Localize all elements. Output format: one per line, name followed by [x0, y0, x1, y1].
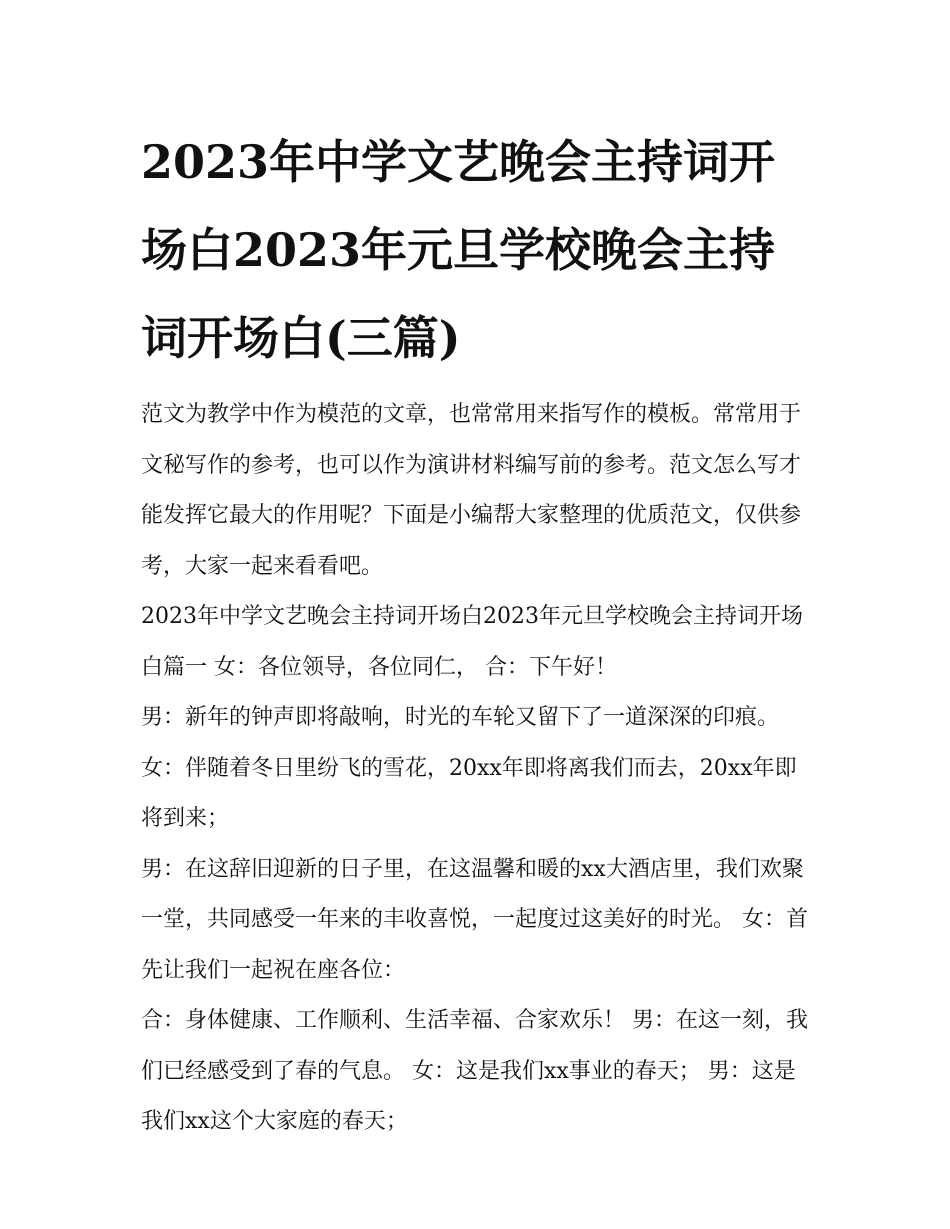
document-page — [141, 118, 813, 1148]
intro-paragraph: 范文为教学中作为模范的文章，也常常用来指写作的模板。常常用于文秘写作的参考，也可以作为演讲材料编写前的参考。范文怎么写才能发挥它最大的作用呢？下面是小编帮大家整理的优质范文，仅供参考，大家一起来看看吧。 — [141, 402, 802, 579]
body-paragraph-1: 2023年中学文艺晚会主持词开场白2023年元旦学校晚会主持词开场白篇一 女：各位领导，各位同仁， 合：下午好！ — [141, 604, 803, 680]
body-paragraph-3: 男：在这辞旧迎新的日子里，在这温馨和暖的xx大酒店里，我们欢聚一堂，共同感受一年来的丰收喜悦，一起度过这美好的时光。 女：首先让我们一起祝在座各位： — [141, 856, 808, 983]
body-paragraph-2: 男：新年的钟声即将敲响，时光的车轮又留下了一道深深的印痕。 女：伴随着冬日里纷飞的雪花，20xx年即将离我们而去，20xx年即将到来； — [141, 705, 797, 831]
body-paragraph-4: 合：身体健康、工作顺利、生活幸福、合家欢乐！ 男：在这一刻，我们已经感受到了春的气息。 女：这是我们xx事业的春天； 男：这是我们xx这个大家庭的春天； — [141, 1008, 808, 1134]
document-title: 2023年中学文艺晚会主持词开场白2023年元旦学校晚会主持词开场白(三篇) — [141, 135, 776, 365]
